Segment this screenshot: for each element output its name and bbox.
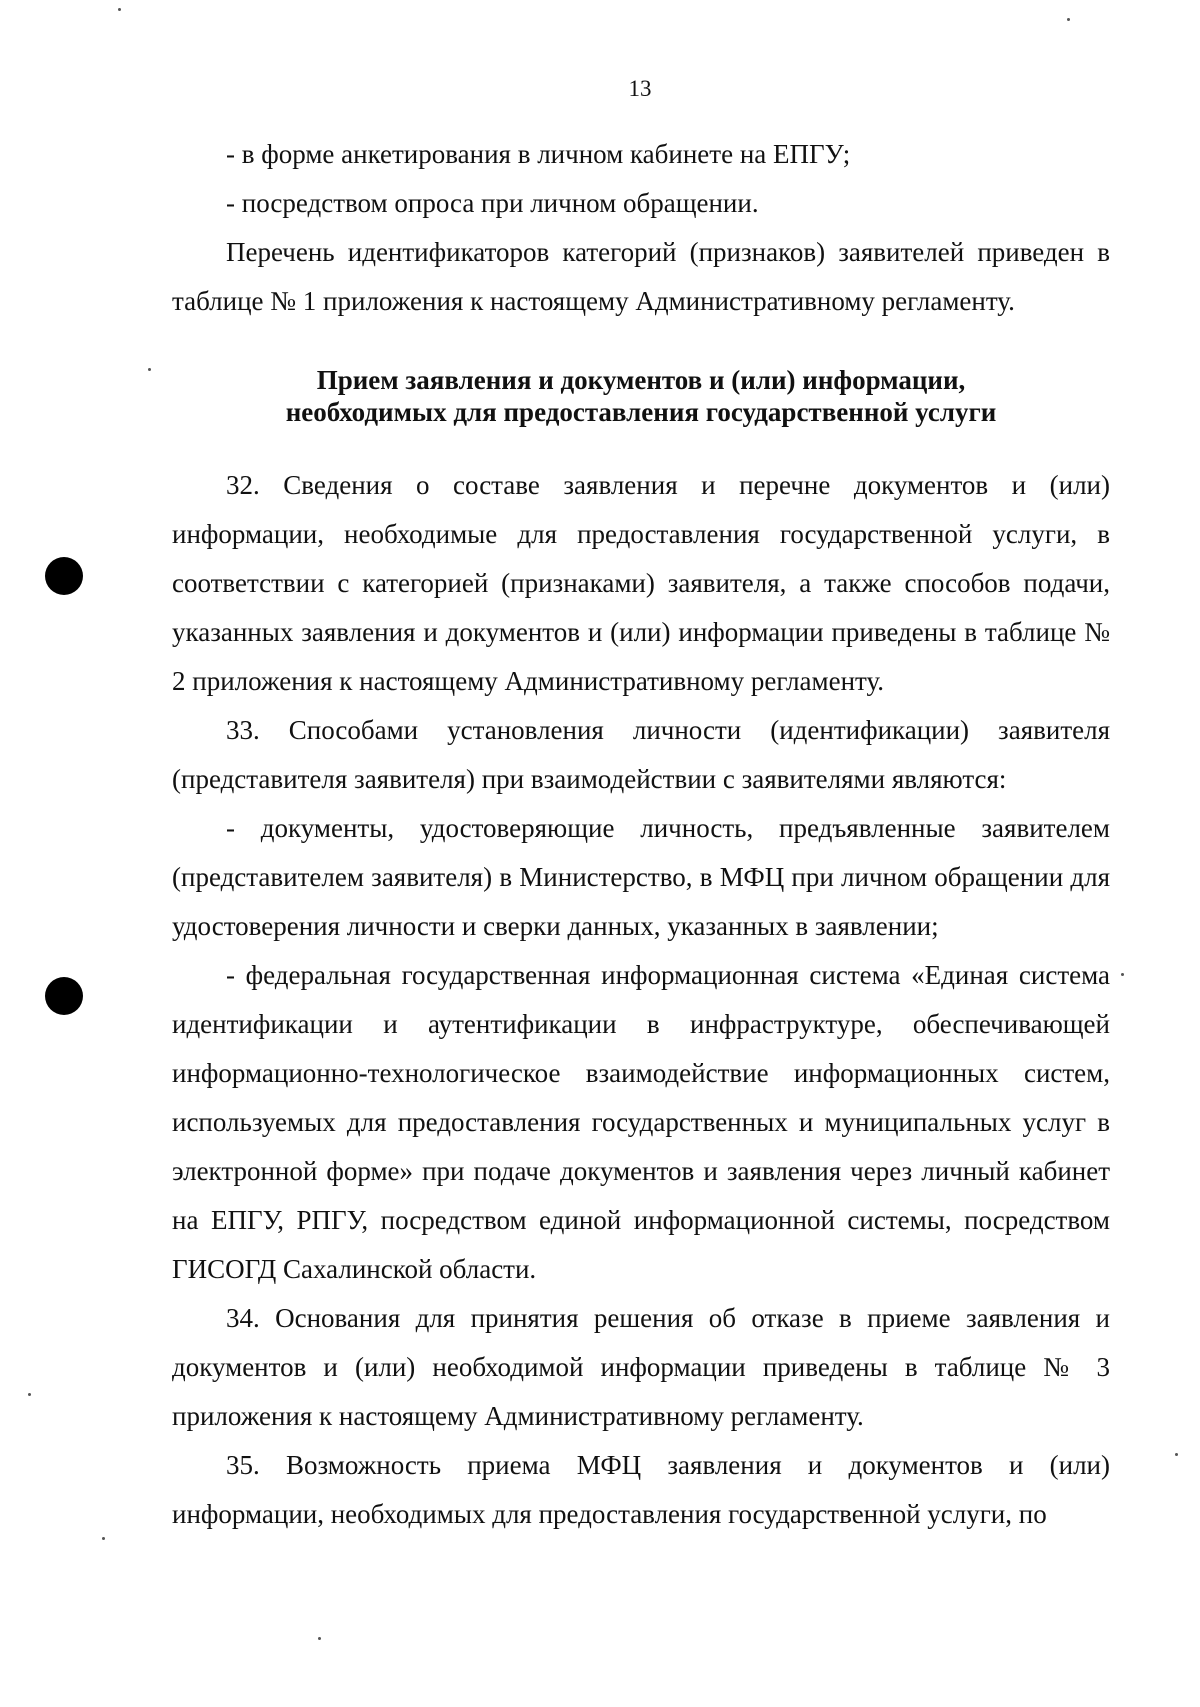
scan-speck — [28, 1393, 31, 1396]
paragraph-32: 32. Сведения о составе заявления и перечне документов и (или) информации, необходимые для предоставления государственной услуги, в соответствии с категорией (признаками) заявителя, а также способов подачи, указанных заявления и документов и (или) информации приведены в таблице № 2 приложения к настоящему Административному регламенту. — [172, 470, 1110, 696]
scan-speck — [118, 8, 121, 11]
paragraph-34: 34. Основания для принятия решения об отказе в приеме заявления и документов и (или) необходимой информации приведены в таблице № 3 приложения к настоящему Административному регламенту. — [172, 1303, 1110, 1431]
list-item: - документы, удостоверяющие личность, предъявленные заявителем (представителем заявителя) в Министерство, в МФЦ при личном обращении для удостоверения личности и сверки данных, указанных в заявлении; — [172, 813, 1110, 941]
paragraph-33: 33. Способами установления личности (идентификации) заявителя (представителя заявителя) при взаимодействии с заявителями являются: — [172, 715, 1110, 794]
paragraph-35: 35. Возможность приема МФЦ заявления и документов и (или) информации, необходимых для предоставления государственной услуги, по — [172, 1450, 1110, 1529]
document-body — [172, 130, 1110, 1539]
section-heading — [172, 364, 1110, 428]
page-number: 13 — [628, 76, 652, 101]
section-heading-line: необходимых для предоставления государственной услуги — [285, 397, 997, 427]
section-heading-line: Прием заявления и документов и (или) информации, — [316, 365, 966, 395]
scan-speck — [102, 1537, 105, 1540]
list-item: - федеральная государственная информационная система «Единая система идентификации и аутентификации в инфраструктуре, обеспечивающей информационно-технологическое взаимодействие информационных систем, используемых для предоставления государственных и муниципальных услуг в электронной форме» при подаче документов и заявления через личный кабинет на ЕПГУ, РПГУ, посредством единой информационной системы, посредством ГИСОГД Сахалинской области. — [172, 960, 1110, 1284]
punch-hole — [45, 557, 83, 595]
list-item: - в форме анкетирования в личном кабинете на ЕПГУ; — [226, 139, 851, 169]
paragraph: Перечень идентификаторов категорий (признаков) заявителей приведен в таблице № 1 приложения к настоящему Административному регламенту. — [172, 237, 1110, 316]
scan-speck — [1121, 973, 1124, 976]
scan-speck — [148, 368, 151, 371]
scan-speck — [318, 1637, 321, 1640]
scan-speck — [1067, 18, 1070, 21]
scan-speck — [1175, 1453, 1178, 1456]
list-item: - посредством опроса при личном обращении. — [226, 188, 759, 218]
punch-hole — [45, 977, 83, 1015]
